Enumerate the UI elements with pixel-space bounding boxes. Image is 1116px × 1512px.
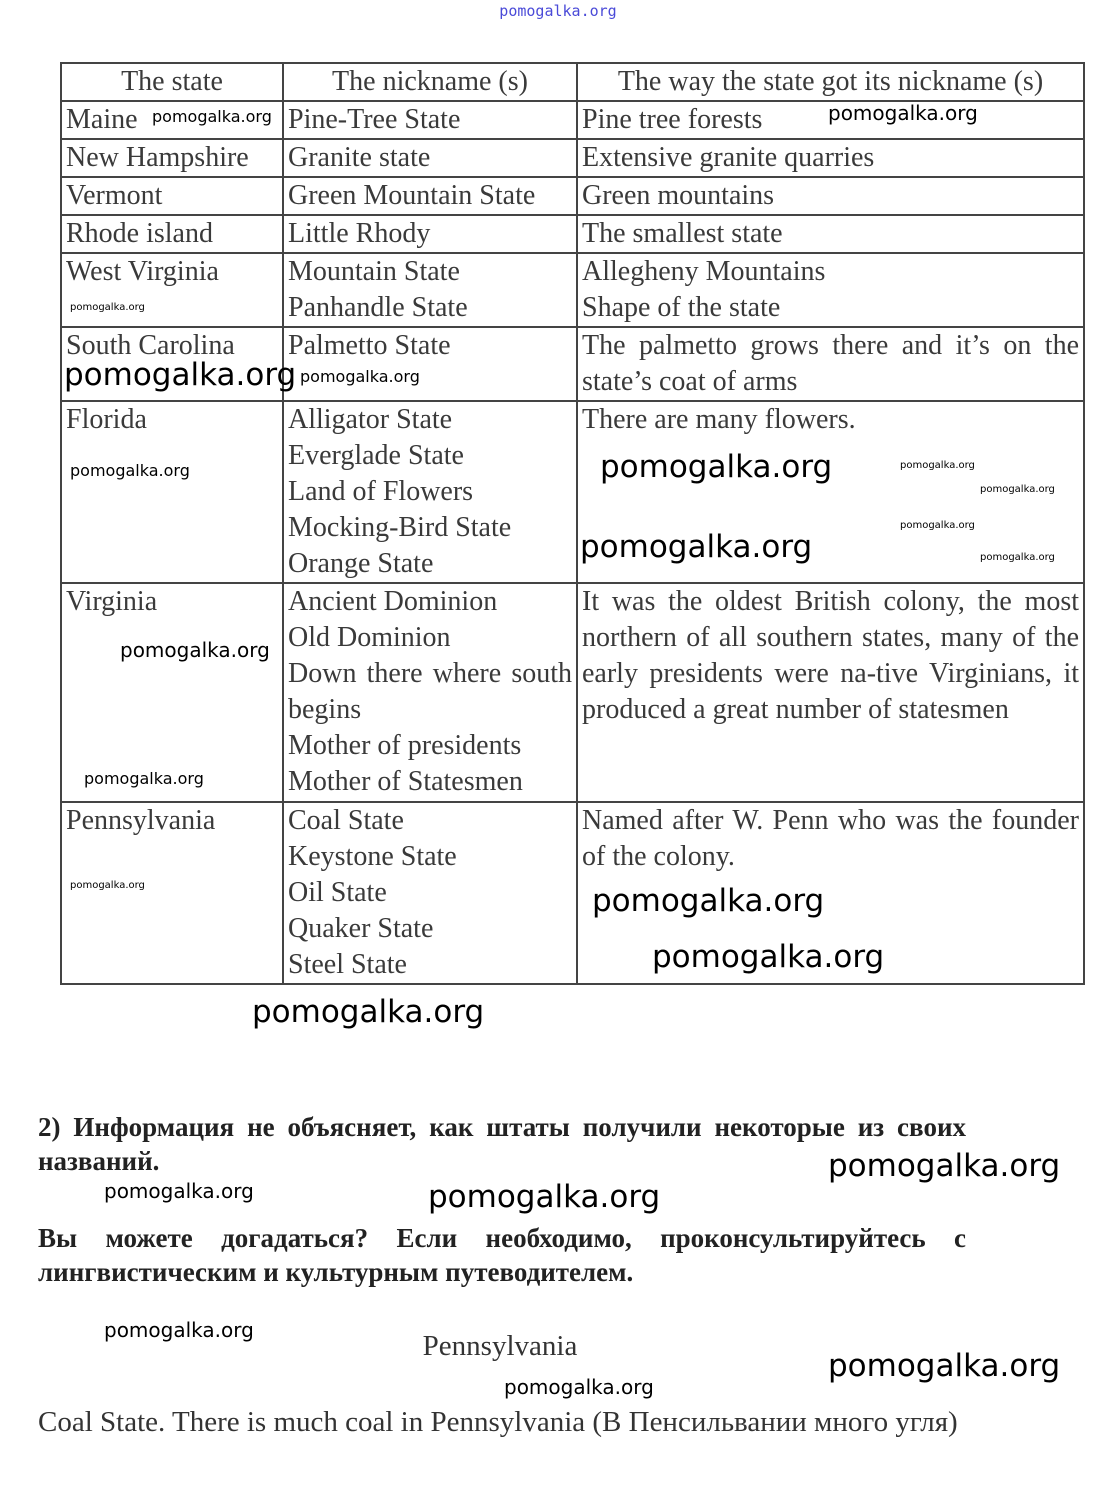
- nickname: Mocking-Bird State: [288, 512, 512, 543]
- state-cell: Rhode island: [61, 215, 283, 253]
- answer-heading: Pennsylvania: [422, 1330, 578, 1362]
- nickname-cell: [283, 101, 577, 139]
- top-watermark: pomogalka.org: [499, 2, 617, 20]
- header-way: The way the state got its nickname (s): [577, 63, 1084, 101]
- watermark: pomogalka.org: [70, 461, 190, 480]
- watermark: pomogalka.org: [900, 460, 975, 471]
- state-cell: Florida: [61, 401, 283, 583]
- watermark: pomogalka.org: [152, 107, 272, 126]
- table-row: [61, 177, 1084, 215]
- table-header-row: [61, 63, 1084, 101]
- nickname: Palmetto State: [288, 330, 451, 361]
- watermark: pomogalka.org: [592, 883, 825, 919]
- reason-cell: Extensive granite quarries: [577, 139, 1084, 177]
- nickname-cell: [283, 327, 577, 401]
- nickname: Mountain State: [288, 256, 460, 287]
- watermark: pomogalka.org: [104, 1179, 254, 1203]
- table-row: [61, 215, 1084, 253]
- watermark: pomogalka.org: [84, 769, 204, 788]
- nickname-cell: [283, 401, 577, 583]
- nickname-cell: [283, 139, 577, 177]
- watermark: pomogalka.org: [580, 529, 813, 565]
- state-cell: Pennsylvania: [61, 802, 283, 984]
- watermark: pomogalka.org: [300, 367, 420, 386]
- reason-cell: Pine tree forests: [577, 101, 1084, 139]
- answer-text: Coal State. There is much coal in Pennsylvania (В Пенсильвании много угля): [38, 1406, 958, 1438]
- nickname: Pine-Tree State: [288, 104, 461, 135]
- state-cell: South Carolina: [61, 327, 283, 401]
- watermark: pomogalka.org: [900, 520, 975, 531]
- reason-cell: Named after W. Penn who was the founder of the colony.: [577, 802, 1084, 984]
- header-nickname: The nickname (s): [283, 63, 577, 101]
- nickname: Mother of presidents: [288, 730, 522, 761]
- table-row: [61, 139, 1084, 177]
- reason-cell: There are many flowers.: [577, 401, 1084, 583]
- nickname: Panhandle State: [288, 292, 468, 323]
- watermark: pomogalka.org: [64, 357, 297, 393]
- state-cell: New Hampshire: [61, 139, 283, 177]
- nickname: Old Dominion: [288, 622, 451, 653]
- table-row: [61, 583, 1084, 802]
- watermark: pomogalka.org: [504, 1375, 654, 1399]
- nickname: Everglade State: [288, 440, 464, 471]
- watermark: pomogalka.org: [70, 302, 145, 313]
- nickname-cell: [283, 583, 577, 802]
- task-paragraph-1: 2) Информация не объясняет, как штаты получили некоторые из своих названий.: [38, 1112, 966, 1176]
- nickname: Ancient Dominion: [288, 586, 498, 617]
- watermark: pomogalka.org: [828, 101, 978, 125]
- watermark: pomogalka.org: [104, 1318, 254, 1342]
- reason-cell: The palmetto grows there and it’s on the state’s coat of arms: [577, 327, 1084, 401]
- nickname: Green Mountain State: [288, 180, 536, 211]
- nickname-cell: [283, 253, 577, 327]
- watermark: pomogalka.org: [828, 1148, 1061, 1184]
- task-paragraph-2: Вы можете догадаться? Если необходимо, проконсультируйтесь с лингвистическим и культурным путеводителем.: [38, 1223, 966, 1287]
- nickname: Granite state: [288, 142, 431, 173]
- state-cell: Maine: [61, 101, 283, 139]
- nickname: Keystone State: [288, 841, 457, 872]
- watermark: pomogalka.org: [980, 552, 1055, 563]
- reason-cell: The smallest state: [577, 215, 1084, 253]
- reason-cell: Allegheny Mountains Shape of the state: [577, 253, 1084, 327]
- watermark: pomogalka.org: [70, 880, 145, 891]
- nickname: Oil State: [288, 877, 387, 908]
- table-row: [61, 253, 1084, 327]
- nickname: Land of Flowers: [288, 476, 474, 507]
- reason-cell: It was the oldest British colony, the most northern of all southern states, many of the early presidents were na-tive Virginians, it produced a great number of statesmen: [577, 583, 1084, 802]
- reason-cell: Green mountains: [577, 177, 1084, 215]
- nickname: Steel State: [288, 949, 407, 980]
- watermark: pomogalka.org: [120, 638, 270, 662]
- nickname: Orange State: [288, 548, 434, 579]
- header-state: The state: [61, 63, 283, 101]
- nickname-cell: [283, 177, 577, 215]
- watermark: pomogalka.org: [652, 939, 885, 975]
- state-cell: West Virginia: [61, 253, 283, 327]
- nickname: Mother of Statesmen: [288, 766, 523, 797]
- nickname: Alligator State: [288, 404, 453, 435]
- watermark: pomogalka.org: [828, 1348, 1061, 1384]
- table-row: [61, 802, 1084, 984]
- nickname: Coal State: [288, 805, 404, 836]
- table-row: [61, 401, 1084, 583]
- nickname: Little Rhody: [288, 218, 431, 249]
- nickname: Down there where south begins: [288, 658, 572, 725]
- watermark: pomogalka.org: [980, 484, 1055, 495]
- nickname: Quaker State: [288, 913, 434, 944]
- state-cell: Vermont: [61, 177, 283, 215]
- watermark: pomogalka.org: [600, 449, 833, 485]
- nickname-cell: [283, 215, 577, 253]
- nickname-cell: [283, 802, 577, 984]
- watermark: pomogalka.org: [252, 994, 485, 1030]
- state-cell: Virginia: [61, 583, 283, 802]
- watermark: pomogalka.org: [428, 1179, 661, 1215]
